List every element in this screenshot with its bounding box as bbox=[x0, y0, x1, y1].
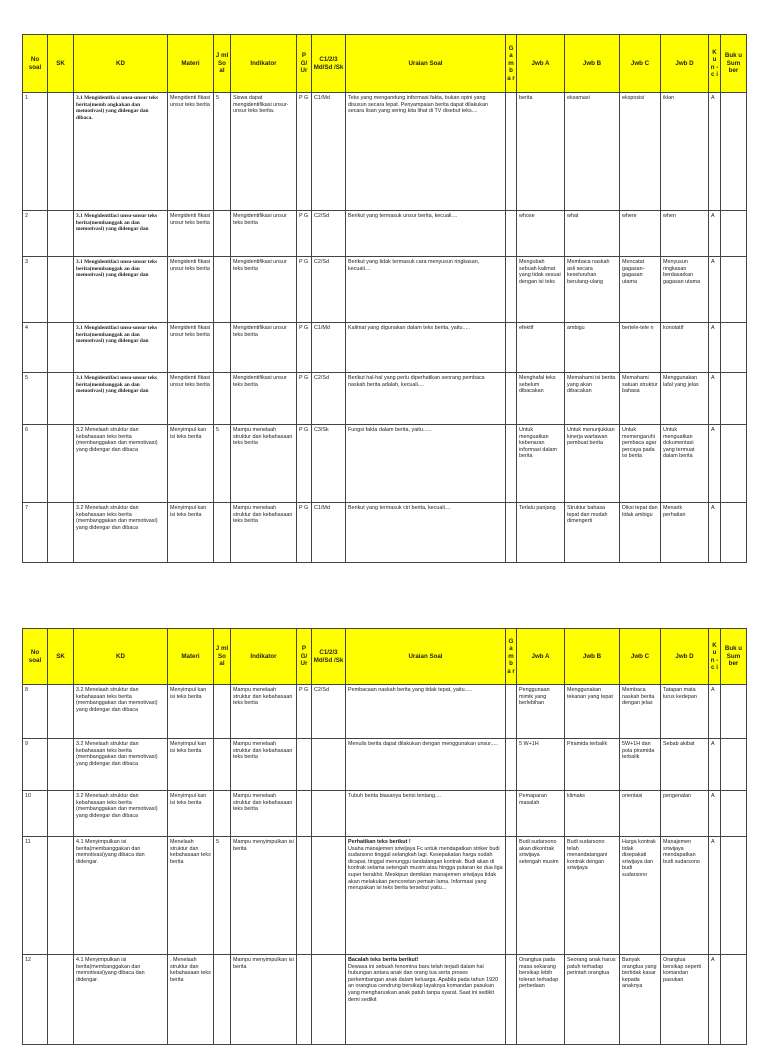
header-sk: SK bbox=[48, 35, 74, 93]
cell-sk bbox=[48, 837, 74, 955]
header-jwb-a: Jwb A bbox=[517, 629, 565, 685]
soal-passage: Usaha manajemen sriwijaya Fc untuk mendapatkan striker budi sudarsono tinggal selangkah lagi. Kesepakatan harga sudah dicapai, tinggal menunggu tandatangan kontrak. Budi akan di kontrak selama setengah musim atau hingga putaran ke dua liga super berakhir. Meskipun demikian manajemen sriwijaya tidak akan melakukan pencoretan pemain lama. Informasi yang merupakan isi teks berita tersebut yaitu... bbox=[348, 845, 503, 892]
cell-kd: 3.1 Mengidentifaci unsu-unsur teks berita(membanggak an dan memotivasi) yang didengar dan bbox=[74, 373, 168, 425]
cell-soal: Tubuh berita biasanya berisi tentang.... bbox=[346, 791, 506, 837]
cell-pg: P G bbox=[297, 211, 312, 257]
cell-level: C2/Sd bbox=[312, 685, 346, 739]
table-row bbox=[23, 685, 747, 739]
cell-gambar bbox=[506, 323, 517, 373]
cell-jwb-b: Membaca naskah asli secara keseluruhan berulang-ulang bbox=[565, 257, 620, 323]
cell-buku bbox=[721, 373, 747, 425]
cell-kunci: A bbox=[709, 503, 721, 563]
cell-sk bbox=[48, 739, 74, 791]
cell-materi: Menyimpul kan isi teks berita bbox=[168, 791, 214, 837]
table-row bbox=[23, 425, 747, 503]
cell-materi: Mengidenti fikasi unsur teks berita bbox=[168, 257, 214, 323]
cell-indikator: Mampu menyimpulkan isi berita bbox=[231, 837, 297, 955]
cell-no: 7 bbox=[23, 503, 48, 563]
cell-jwb-d: when bbox=[661, 211, 709, 257]
header-materi: Materi bbox=[168, 35, 214, 93]
header-uraian-soal: Uraian Soal bbox=[346, 35, 506, 93]
table-row bbox=[23, 791, 747, 837]
header-jml-soal: J ml So al bbox=[214, 629, 231, 685]
cell-level: C2/Sd bbox=[312, 211, 346, 257]
cell-pg: P G bbox=[297, 373, 312, 425]
cell-buku bbox=[721, 425, 747, 503]
cell-jwb-b: what bbox=[565, 211, 620, 257]
cell-pg: P G bbox=[297, 93, 312, 211]
cell-jwb-a: Orangtua pada masa sekarang bersikap lebih toleran terhadap perbedaan bbox=[517, 955, 565, 1045]
cell-kd: 3.2 Menelaah struktur dan kebahasaan teks berita (membanggakan dan memotivasi) yang didengar dan dibaca bbox=[74, 739, 168, 791]
cell-jwb-c: Diksi tepat dan tidak ambigu bbox=[620, 503, 661, 563]
table-row bbox=[23, 739, 747, 791]
header-jwb-b: Jwb B bbox=[565, 629, 620, 685]
cell-sk bbox=[48, 425, 74, 503]
cell-jwb-c: eksposisi bbox=[620, 93, 661, 211]
table-row bbox=[23, 837, 747, 955]
cell-level: C3/Sk bbox=[312, 425, 346, 503]
cell-kd: 4.1 Menyimpulkan isi berita(membanggakan dan memotivasi)yang dibaca dan didengar. bbox=[74, 955, 168, 1045]
cell-soal bbox=[346, 955, 506, 1045]
cell-jwb-d: pengenalan bbox=[661, 791, 709, 837]
table-row bbox=[23, 373, 747, 425]
cell-no: 12 bbox=[23, 955, 48, 1045]
header-uraian-soal: Uraian Soal bbox=[346, 629, 506, 685]
cell-materi: Menyimpul kan isi teks berita bbox=[168, 425, 214, 503]
cell-kunci: A bbox=[709, 685, 721, 739]
cell-buku bbox=[721, 257, 747, 323]
cell-pg bbox=[297, 955, 312, 1045]
cell-gambar bbox=[506, 837, 517, 955]
header-jwb-c: Jwb C bbox=[620, 629, 661, 685]
cell-indikator: Mengidentifikasi unsur teks berita bbox=[231, 211, 297, 257]
cell-materi: Menyimpul kan isi teks berita bbox=[168, 503, 214, 563]
cell-soal: Berikut yang tidak termasuk cara menyusun ringkasan, kecuali.... bbox=[346, 257, 506, 323]
cell-no: 2 bbox=[23, 211, 48, 257]
table-row bbox=[23, 257, 747, 323]
cell-soal: Kalimat yang digunakan dalam teks berita, yaitu..... bbox=[346, 323, 506, 373]
header-kunci: K u n - c i bbox=[709, 35, 721, 93]
cell-kunci: A bbox=[709, 373, 721, 425]
cell-jwb-a: berita bbox=[517, 93, 565, 211]
cell-jwb-b: klimaks bbox=[565, 791, 620, 837]
cell-jwb-d: Tatapan mata lurus kedepan bbox=[661, 685, 709, 739]
cell-materi: Mengidenti fikasi unsur teks berita bbox=[168, 323, 214, 373]
cell-indikator: Mampu menelaah struktur dan kebahasaan teks berita bbox=[231, 503, 297, 563]
question-table-page-1 bbox=[22, 34, 747, 563]
cell-buku bbox=[721, 503, 747, 563]
cell-level bbox=[312, 739, 346, 791]
cell-kd: 3.2 Menelaah struktur dan kebahasaan teks berita (membanggakan dan memotivasi) yang didengar dan dibaca bbox=[74, 503, 168, 563]
cell-jml bbox=[214, 503, 231, 563]
cell-jwb-b: Untuk menunjukkan kinerja wartawan pembuat berita bbox=[565, 425, 620, 503]
cell-kd: 3.1 Mengidentifaci unsu-unsur teks berita(membanggak an dan memotivasi) yang didengar dan bbox=[74, 257, 168, 323]
cell-buku bbox=[721, 211, 747, 257]
cell-jml: 5 bbox=[214, 837, 231, 955]
cell-indikator: Mampu menelaah struktur dan kebahasaan teks berita bbox=[231, 425, 297, 503]
cell-pg: P G bbox=[297, 257, 312, 323]
cell-jwb-b: ambigu bbox=[565, 323, 620, 373]
cell-jml bbox=[214, 685, 231, 739]
cell-jwb-b: eksamasi bbox=[565, 93, 620, 211]
cell-materi: Menyimpul kan isi teks berita bbox=[168, 685, 214, 739]
cell-jml bbox=[214, 791, 231, 837]
header-pg-ur: P G/ Ur bbox=[297, 629, 312, 685]
header-kd: KD bbox=[74, 35, 168, 93]
header-sk: SK bbox=[48, 629, 74, 685]
header-pg-ur: P G/ Ur bbox=[297, 35, 312, 93]
cell-pg: P G bbox=[297, 503, 312, 563]
cell-kunci: A bbox=[709, 425, 721, 503]
table-row bbox=[23, 955, 747, 1045]
cell-jwb-b: Budi sudarsono telah menandatangani kontrak dengan sriwijaya bbox=[565, 837, 620, 955]
cell-jml bbox=[214, 323, 231, 373]
cell-gambar bbox=[506, 257, 517, 323]
cell-soal bbox=[346, 837, 506, 955]
header-buku-sumber: Buk u Sum ber bbox=[721, 35, 747, 93]
cell-sk bbox=[48, 211, 74, 257]
cell-jwb-d: Menggunakan lafal yang jelas bbox=[661, 373, 709, 425]
cell-materi: Mengidenti fikasi unsur teks berita bbox=[168, 373, 214, 425]
cell-gambar bbox=[506, 373, 517, 425]
cell-jwb-c: orientasi bbox=[620, 791, 661, 837]
header-jwb-d: Jwb D bbox=[661, 629, 709, 685]
cell-kd: 3.1 Mengidentifa si unsu-unsur teks berita(memb angkakan dan memotivasi) yang didengar dan dibaca. bbox=[74, 93, 168, 211]
cell-pg bbox=[297, 791, 312, 837]
header-indikator: Indikator bbox=[231, 629, 297, 685]
cell-pg: P G bbox=[297, 425, 312, 503]
cell-level bbox=[312, 791, 346, 837]
cell-jwb-c: Untuk memengaruhi pembaca agar percaya pada isi berita bbox=[620, 425, 661, 503]
cell-indikator: Mengidentifikasi unsur teks berita bbox=[231, 257, 297, 323]
cell-jwb-a: Terlalu panjang bbox=[517, 503, 565, 563]
cell-jml bbox=[214, 739, 231, 791]
header-jwb-d: Jwb D bbox=[661, 35, 709, 93]
header-gambar: G a m b a r bbox=[506, 629, 517, 685]
cell-buku bbox=[721, 791, 747, 837]
cell-materi: Menyimpul kan isi teks berita bbox=[168, 739, 214, 791]
cell-kunci: A bbox=[709, 211, 721, 257]
cell-jwb-a: Mengubah sebuah kalimat yang tidak sesuai dengan isi teks bbox=[517, 257, 565, 323]
cell-kunci: A bbox=[709, 837, 721, 955]
cell-soal: Fungsi fakta dalam berita, yaitu...... bbox=[346, 425, 506, 503]
header-indikator: Indikator bbox=[231, 35, 297, 93]
cell-jwb-c: 5W+1H dan pola piramida terbalik bbox=[620, 739, 661, 791]
cell-indikator: Mengidentifikasi unsur teks berita bbox=[231, 323, 297, 373]
cell-jwb-d: iklan bbox=[661, 93, 709, 211]
cell-pg: P G bbox=[297, 685, 312, 739]
cell-sk bbox=[48, 323, 74, 373]
header-level: C1/2/3 Md/Sd /Sk bbox=[312, 35, 346, 93]
cell-sk bbox=[48, 503, 74, 563]
cell-indikator: Mampu menelaah struktur dan kebahasaan teks berita bbox=[231, 739, 297, 791]
cell-gambar bbox=[506, 93, 517, 211]
cell-jml bbox=[214, 373, 231, 425]
table-row bbox=[23, 211, 747, 257]
cell-materi: Menelaah struktur dan kebahasaan teks berita bbox=[168, 837, 214, 955]
cell-level: C2/Sd bbox=[312, 257, 346, 323]
soal-instruction: Perhatikan teks berikut ! bbox=[348, 839, 411, 845]
cell-soal: Teks yang mengandung informasi fakta, bukan opini yang disusun secara tepat. Penyampaian berita dapat dilakukan secara lisan yang sering kita lihat di TV disebut teks.... bbox=[346, 93, 506, 211]
table-row bbox=[23, 323, 747, 373]
cell-jwb-a: Menghafal teks sebelum dibacakan bbox=[517, 373, 565, 425]
cell-sk bbox=[48, 257, 74, 323]
cell-jwb-a: 5 W+1H bbox=[517, 739, 565, 791]
cell-kd: 3.1 Mengidentifaci unsu-unsur teks berita(membanggak an dan memotivasi) yang didengar dan bbox=[74, 323, 168, 373]
cell-jwb-d: Sebab akibat bbox=[661, 739, 709, 791]
cell-indikator: Mengidentifikasi unsur teks berita bbox=[231, 373, 297, 425]
header-jwb-a: Jwb A bbox=[517, 35, 565, 93]
cell-kd: 3.2 Menelaah struktur dan kebahasaan teks berita (membanggakan dan memotivasi) yang didengar dan dibaca bbox=[74, 791, 168, 837]
table-row bbox=[23, 503, 747, 563]
cell-sk bbox=[48, 685, 74, 739]
cell-level bbox=[312, 837, 346, 955]
cell-gambar bbox=[506, 739, 517, 791]
cell-no: 8 bbox=[23, 685, 48, 739]
cell-kd: 3.2 Menelaah struktur dan kebahasaan teks berita (membanggakan dan memotivasi) yang didengar dan dibaca bbox=[74, 425, 168, 503]
cell-indikator: Mampu menyimpulkan isi berita bbox=[231, 955, 297, 1045]
cell-jwb-c: Memahami satuan struktur bahasa bbox=[620, 373, 661, 425]
header-jwb-c: Jwb C bbox=[620, 35, 661, 93]
cell-soal: Pembacaan naskah berita yang tidak tepat, yaitu..... bbox=[346, 685, 506, 739]
header-jml-soal: J ml So al bbox=[214, 35, 231, 93]
cell-level: C1/Md bbox=[312, 503, 346, 563]
cell-gambar bbox=[506, 503, 517, 563]
cell-jwb-d: Untuk menguatkan dokumentasi yang termuat dalam berita bbox=[661, 425, 709, 503]
header-buku-sumber: Buk u Sum ber bbox=[721, 629, 747, 685]
cell-no: 5 bbox=[23, 373, 48, 425]
cell-buku bbox=[721, 323, 747, 373]
cell-indikator: Mampu menelaah struktur dan kebahasaan teks berita bbox=[231, 685, 297, 739]
cell-kunci: A bbox=[709, 257, 721, 323]
cell-gambar bbox=[506, 955, 517, 1045]
cell-no: 9 bbox=[23, 739, 48, 791]
soal-passage: Dewasa ini sebuah fenomina baru telah terjadi dalam hal hubungan antara anak dan orang tua serta proses perkembangan anak dalam keluarga. Apabila pada tahun 1920 an orangtua cendrung bersikap layaknya komandan pasukan yang mengharuskan anak patuh tanpa syarat. Saat ini sedikit demi sedikit bbox=[348, 963, 499, 1003]
table-row bbox=[23, 93, 747, 211]
cell-indikator: Siswa dapat mengidentifikasi unsur-unsur teks berita. bbox=[231, 93, 297, 211]
header-materi: Materi bbox=[168, 629, 214, 685]
cell-gambar bbox=[506, 791, 517, 837]
cell-level: C1/Md bbox=[312, 323, 346, 373]
cell-jwb-c: Harga kontrak tidak disepakati sriwijaya dan budi sudarsono bbox=[620, 837, 661, 955]
cell-jwb-d: Orangtua bersikap seperti komandan pasukan bbox=[661, 955, 709, 1045]
cell-materi: Mengidenti fikasi unsur teks berita bbox=[168, 211, 214, 257]
cell-jwb-d: Manajemen sriwijaya mendapatkan budi sudarsono bbox=[661, 837, 709, 955]
cell-jwb-a: Penggunaan mimik yang berlebihan bbox=[517, 685, 565, 739]
cell-no: 6 bbox=[23, 425, 48, 503]
cell-level: C2/Sd bbox=[312, 373, 346, 425]
cell-no: 1 bbox=[23, 93, 48, 211]
cell-kunci: A bbox=[709, 93, 721, 211]
cell-jwb-b: Memahami isi berita yang akan dibacakan bbox=[565, 373, 620, 425]
cell-gambar bbox=[506, 425, 517, 503]
cell-buku bbox=[721, 739, 747, 791]
cell-kd: 3.1 Mengidentifaci unsu-unsur teks berita(membanggak an dan memotivasi) yang didengar dan bbox=[74, 211, 168, 257]
cell-jwb-a: efektif bbox=[517, 323, 565, 373]
cell-materi: Mengidenti fikasi unsur teks berita bbox=[168, 93, 214, 211]
cell-soal: Menulis berita dapat dilakukan dengan menggunakan unsur..... bbox=[346, 739, 506, 791]
cell-jwb-c: Membaca naskah berita dengan jelas bbox=[620, 685, 661, 739]
table-header-row bbox=[23, 35, 747, 93]
cell-no: 3 bbox=[23, 257, 48, 323]
cell-jwb-c: where bbox=[620, 211, 661, 257]
cell-materi: . Menelaah struktur dan kebahasaan teks berita bbox=[168, 955, 214, 1045]
cell-jwb-c: bertele-tele n bbox=[620, 323, 661, 373]
header-no-soal: No soal bbox=[23, 629, 48, 685]
cell-jwb-a: Budi sudarsono akan dikontrak sriwijaya setengah musim bbox=[517, 837, 565, 955]
cell-jwb-d: konotatif bbox=[661, 323, 709, 373]
cell-soal: Berikut hal-hal yang perlu diperhatikan seorang pembaca naskah berita adalah, kecuali.... bbox=[346, 373, 506, 425]
cell-kd: 3.2 Menelaah struktur dan kebahasaan teks berita (membanggakan dan memotivasi) yang didengar dan dibaca bbox=[74, 685, 168, 739]
cell-jwb-a: Untuk menguatkan kebenaran informasi dalam berita bbox=[517, 425, 565, 503]
cell-soal: Berikut yang termasuk unsur berita, kecuali.... bbox=[346, 211, 506, 257]
cell-jwb-d: Menyusun ringkasan berdasarkan gagasan utama bbox=[661, 257, 709, 323]
cell-jwb-b: Struktur bahasa tepat dan mudah dimengerti bbox=[565, 503, 620, 563]
cell-indikator: Mampu menelaah struktur dan kebahasaan teks berita bbox=[231, 791, 297, 837]
cell-jwb-c: Banyak orangtua yang bertidak kasar kepada anaknya bbox=[620, 955, 661, 1045]
cell-buku bbox=[721, 685, 747, 739]
cell-pg: P G bbox=[297, 323, 312, 373]
cell-no: 10 bbox=[23, 791, 48, 837]
header-jwb-b: Jwb B bbox=[565, 35, 620, 93]
cell-jwb-b: Menggunakan tekanan yang tepat bbox=[565, 685, 620, 739]
header-kd: KD bbox=[74, 629, 168, 685]
cell-jml: 5 bbox=[214, 425, 231, 503]
cell-kunci: A bbox=[709, 739, 721, 791]
soal-instruction: Bacalah teks berita berikut! bbox=[348, 957, 419, 963]
cell-soal: Berikut yang termasuk ciri berita, kecuali.... bbox=[346, 503, 506, 563]
cell-gambar bbox=[506, 211, 517, 257]
header-gambar: G a m b a r bbox=[506, 35, 517, 93]
cell-buku bbox=[721, 837, 747, 955]
cell-kunci: A bbox=[709, 791, 721, 837]
header-no-soal: No soal bbox=[23, 35, 48, 93]
cell-buku bbox=[721, 93, 747, 211]
cell-kd: 4.1 Menyimpulkan isi berita(membanggakan dan memotivasi)yang dibaca dan didengar. bbox=[74, 837, 168, 955]
header-level: C1/2/3 Md/Sd /Sk bbox=[312, 629, 346, 685]
cell-level bbox=[312, 955, 346, 1045]
cell-jwb-b: Seorang anak harus patuh terhadap perintah orangtua bbox=[565, 955, 620, 1045]
cell-sk bbox=[48, 93, 74, 211]
cell-jwb-a: whose bbox=[517, 211, 565, 257]
cell-sk bbox=[48, 955, 74, 1045]
header-kunci: K u n - c i bbox=[709, 629, 721, 685]
cell-gambar bbox=[506, 685, 517, 739]
cell-jml: 5 bbox=[214, 93, 231, 211]
cell-no: 11 bbox=[23, 837, 48, 955]
table-header-row bbox=[23, 629, 747, 685]
cell-sk bbox=[48, 373, 74, 425]
cell-pg bbox=[297, 739, 312, 791]
cell-kunci: A bbox=[709, 955, 721, 1045]
cell-jml bbox=[214, 257, 231, 323]
cell-jwb-a: Pemaparan masalah bbox=[517, 791, 565, 837]
cell-sk bbox=[48, 791, 74, 837]
cell-jwb-b: Piramida terbalik bbox=[565, 739, 620, 791]
cell-no: 4 bbox=[23, 323, 48, 373]
cell-pg bbox=[297, 837, 312, 955]
cell-jwb-c: Mencatat gagasan-gagasan utama bbox=[620, 257, 661, 323]
question-table-page-2 bbox=[22, 628, 747, 1045]
cell-jml bbox=[214, 211, 231, 257]
cell-kunci: A bbox=[709, 323, 721, 373]
cell-level: C1/Md bbox=[312, 93, 346, 211]
cell-jml bbox=[214, 955, 231, 1045]
cell-buku bbox=[721, 955, 747, 1045]
cell-jwb-d: Menarik perhatian bbox=[661, 503, 709, 563]
